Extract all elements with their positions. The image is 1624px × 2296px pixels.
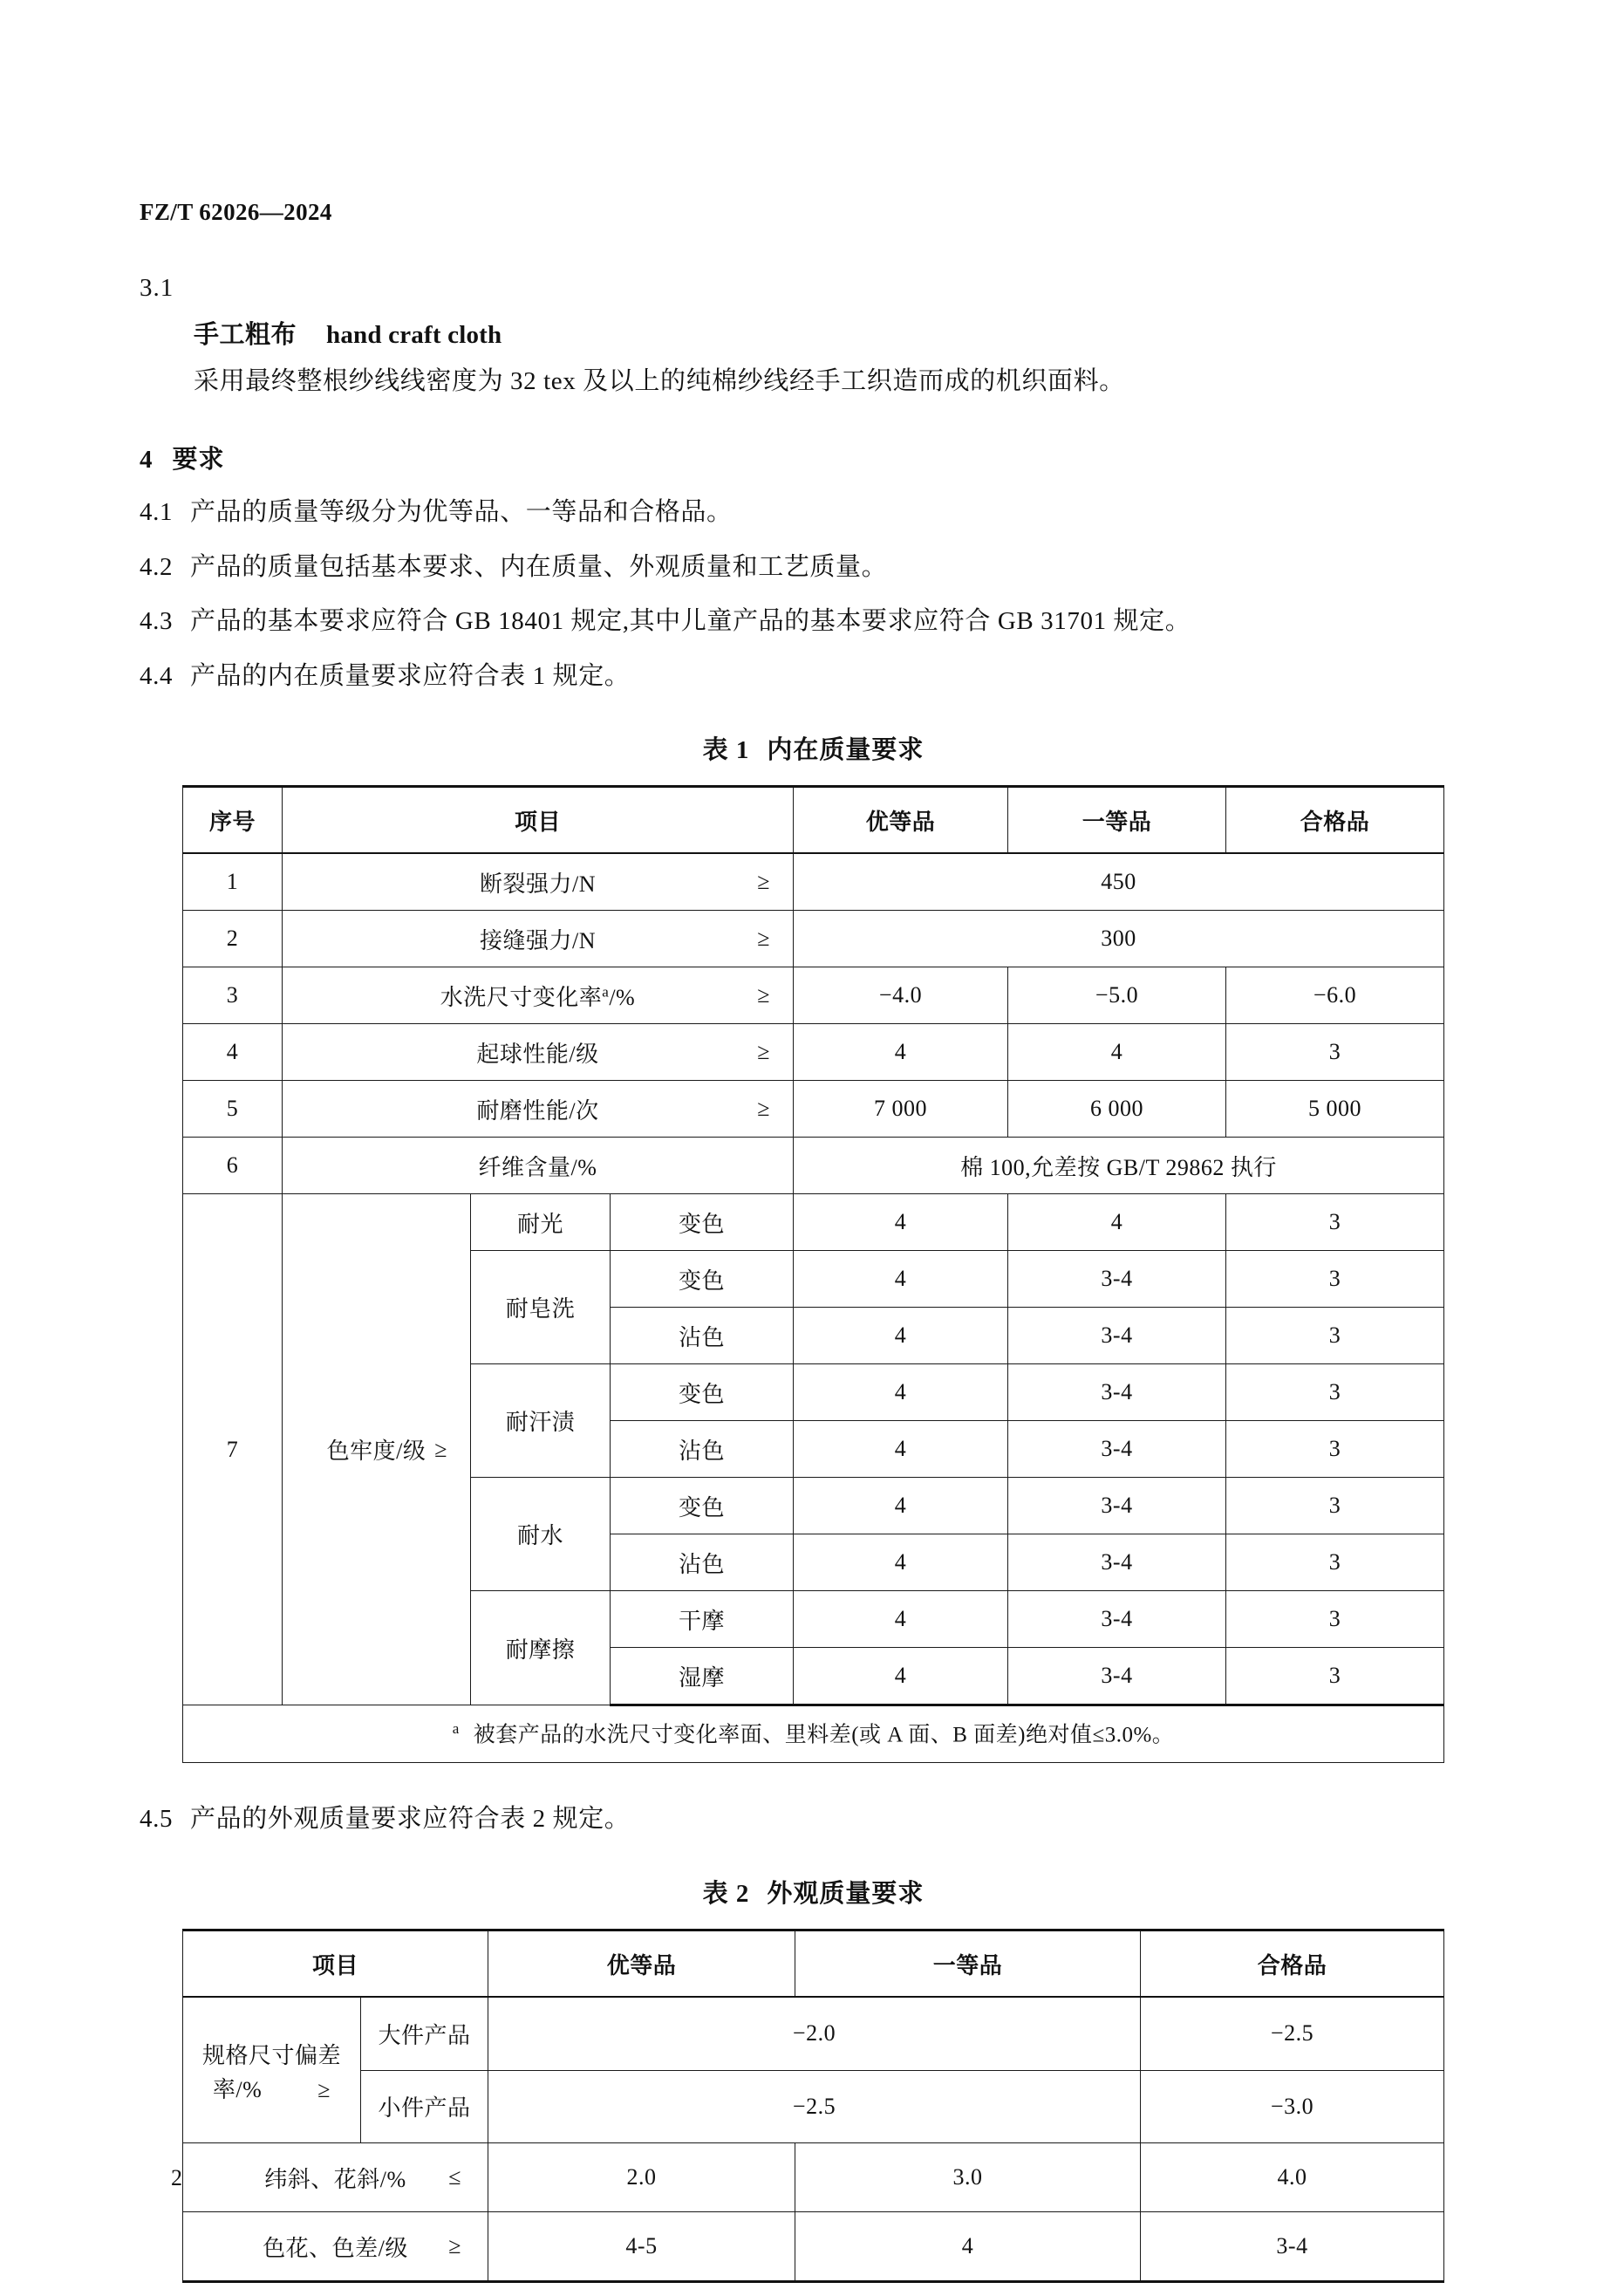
cf-group-perspiration: 耐汗渍 [470,1364,610,1478]
clause-4-4 [140,659,1487,694]
row3-footnote-mark: a [602,983,610,1001]
row1-item [282,853,793,911]
cf-water-stain-v1: 4 [794,1534,1008,1591]
row1-item-text: 断裂强力/N [479,871,596,897]
row6-item [282,1138,793,1194]
t2-large-value-qualified: −2.5 [1141,1997,1444,2070]
t2-item-color-text: 色花、色差/级 [263,2235,408,2261]
t2-item-skew-text: 纬斜、花斜/% [264,2166,406,2192]
cf-rub-wet-v3: 3 [1226,1648,1444,1705]
table2-caption-label: 表 2 [702,1880,750,1909]
cf-sub-rub-dry: 干摩 [610,1591,793,1648]
row7-item [282,1194,470,1705]
table2-appearance-quality [182,1929,1444,2283]
term-entry [140,315,1487,351]
t2-size-ge-symbol: ≥ [317,2077,331,2103]
clause-4-5-number: 4.5 [140,1805,174,1834]
clause-4-2-number: 4.2 [140,552,174,581]
t2-th-excellent: 优等品 [488,1930,795,1998]
table1-footnote-row [182,1705,1443,1763]
table1-inner-quality [182,785,1444,1763]
row5-seq: 5 [182,1081,282,1138]
section-number: 4 [140,446,154,475]
cf-persp-change-v1: 4 [794,1364,1008,1421]
table1-row-4 [182,1024,1443,1081]
term-definition: 采用最终整根纱线线密度为 32 tex 及以上的纯棉纱线经手工织造而成的机织面料。 [194,367,1125,395]
cf-sub-persp-change: 变色 [610,1364,793,1421]
th-qualified: 合格品 [1226,787,1444,854]
cf-water-change-v3: 3 [1226,1478,1444,1534]
cf-soaping-stain-v3: 3 [1226,1308,1444,1364]
table1-header-row [182,787,1443,854]
row4-seq: 4 [182,1024,282,1081]
row4-value-first: 4 [1008,1024,1226,1081]
row6-item-text: 纤维含量/% [478,1154,597,1180]
cf-soaping-change-v2: 3-4 [1008,1251,1226,1308]
clause-4-4-number: 4.4 [140,661,174,690]
term-english: hand craft cloth [326,321,502,349]
table1-caption-label: 表 1 [702,736,750,765]
running-head: FZ/T 62026—2024 [140,199,332,225]
row4-item [282,1024,793,1081]
clause-4-2-text: 产品的质量包括基本要求、内在质量、外观质量和工艺质量。 [190,552,888,581]
term-chinese: 手工粗布 [194,321,297,349]
clause-4-1-text: 产品的质量等级分为优等品、一等品和合格品。 [190,498,733,527]
table1-caption-title: 内在质量要求 [767,736,925,765]
row3-value-first: −5.0 [1008,967,1226,1024]
table2-row-skew [182,2143,1443,2212]
row6-value: 棉 100,允差按 GB/T 29862 执行 [794,1138,1444,1194]
table1-footnote [182,1705,1443,1763]
section-heading-4 [140,440,1487,475]
cf-soaping-change-v1: 4 [794,1251,1008,1308]
page-number: 2 [171,2165,182,2190]
table1-row-6 [182,1138,1443,1194]
cf-light-change-v2: 4 [1008,1194,1226,1251]
row2-value: 300 [794,911,1444,967]
row5-item [282,1081,793,1138]
row5-item-text: 耐磨性能/次 [476,1097,599,1124]
cf-rub-dry-v1: 4 [794,1591,1008,1648]
cf-sub-water-change: 变色 [610,1478,793,1534]
table1-caption [140,730,1487,766]
t2-sub-small: 小件产品 [360,2070,488,2143]
section-title: 要求 [172,446,225,475]
cf-rub-dry-v2: 3-4 [1008,1591,1226,1648]
cf-water-stain-v2: 3-4 [1008,1534,1226,1591]
row4-item-text: 起球性能/级 [476,1041,599,1067]
table1-row-7-cf-1 [182,1194,1443,1251]
row7-ge-symbol: ≥ [434,1436,447,1462]
cf-group-soaping: 耐皂洗 [470,1251,610,1364]
table2-row-size-small [182,2070,1443,2143]
t2-color-ge-symbol: ≥ [448,2233,461,2259]
row1-ge-symbol: ≥ [757,869,770,895]
table1-footnote-mark: a [452,1720,460,1738]
th-item: 项目 [282,787,793,854]
t2-color-value-qualified: 3-4 [1141,2212,1444,2282]
cf-sub-light-change: 变色 [610,1194,793,1251]
row5-value-excellent: 7 000 [794,1081,1008,1138]
row3-value-qualified: −6.0 [1226,967,1444,1024]
t2-large-merged-value: −2.0 [488,1997,1141,2070]
table2-row-size-large [182,1997,1443,2070]
table2-row-color [182,2212,1443,2282]
t2-skew-le-symbol: ≤ [448,2164,461,2190]
t2-skew-value-excellent: 2.0 [488,2143,795,2212]
cf-rub-wet-v1: 4 [794,1648,1008,1705]
row2-item-text: 接缝强力/N [479,927,596,953]
row3-item-text: 水洗尺寸变化率 [440,984,603,1010]
table2-caption-title: 外观质量要求 [767,1880,925,1909]
t2-item-skew [182,2143,488,2212]
cf-light-change-v3: 3 [1226,1194,1444,1251]
table1-row-2 [182,911,1443,967]
cf-group-light: 耐光 [470,1194,610,1251]
row3-item-unit: /% [609,984,636,1010]
clause-4-1-number: 4.1 [140,498,174,527]
t2-size-label-line1: 规格尺寸偏差 [201,2043,341,2069]
cf-persp-stain-v2: 3-4 [1008,1421,1226,1478]
t2-item-color [182,2212,488,2282]
row2-item [282,911,793,967]
row2-seq: 2 [182,911,282,967]
table2-header-row [182,1930,1443,1998]
row5-value-qualified: 5 000 [1226,1081,1444,1138]
clause-4-1 [140,495,1487,530]
cf-water-change-v1: 4 [794,1478,1008,1534]
row1-value: 450 [794,853,1444,911]
cf-group-water: 耐水 [470,1478,610,1591]
th-first: 一等品 [1008,787,1226,854]
row7-item-text: 色牢度/级 [326,1438,426,1465]
cf-sub-water-stain: 沾色 [610,1534,793,1591]
t2-skew-value-qualified: 4.0 [1141,2143,1444,2212]
row5-value-first: 6 000 [1008,1081,1226,1138]
row3-item [282,967,793,1024]
table1-row-3 [182,967,1443,1024]
t2-color-value-excellent: 4-5 [488,2212,795,2282]
t2-size-label-line2 [183,2073,360,2107]
row6-seq: 6 [182,1138,282,1194]
cf-sub-rub-wet: 湿摩 [610,1648,793,1705]
cf-soaping-change-v3: 3 [1226,1251,1444,1308]
table1-footnote-text: 被套产品的水洗尺寸变化率面、里料差(或 A 面、B 面差)绝对值≤3.0%。 [473,1723,1175,1747]
row4-ge-symbol: ≥ [757,1039,770,1065]
cf-sub-persp-stain: 沾色 [610,1421,793,1478]
row4-value-qualified: 3 [1226,1024,1444,1081]
clause-4-2 [140,550,1487,585]
t2-size-label-unit: 率/% [212,2077,263,2103]
t2-color-value-first: 4 [795,2212,1141,2282]
row1-seq: 1 [182,853,282,911]
cf-water-change-v2: 3-4 [1008,1478,1226,1534]
cf-group-rubbing: 耐摩擦 [470,1591,610,1705]
t2-size-deviation-label [182,1997,360,2143]
row4-value-excellent: 4 [794,1024,1008,1081]
cf-soaping-stain-v2: 3-4 [1008,1308,1226,1364]
document-body [140,262,1487,2283]
cf-persp-stain-v3: 3 [1226,1421,1444,1478]
clause-4-5 [140,1801,1487,1837]
cf-soaping-stain-v1: 4 [794,1308,1008,1364]
clause-4-5-text: 产品的外观质量要求应符合表 2 规定。 [190,1805,631,1834]
t2-th-qualified: 合格品 [1141,1930,1444,1998]
th-excellent: 优等品 [794,787,1008,854]
row2-ge-symbol: ≥ [757,926,770,952]
cf-water-stain-v3: 3 [1226,1534,1444,1591]
clause-4-3-number: 4.3 [140,607,174,636]
row3-value-excellent: −4.0 [794,967,1008,1024]
t2-small-value-qualified: −3.0 [1141,2070,1444,2143]
clause-number-3-1: 3.1 [140,274,174,302]
table1-row-5 [182,1081,1443,1138]
cf-sub-soaping-change: 变色 [610,1251,793,1308]
cf-rub-dry-v3: 3 [1226,1591,1444,1648]
t2-small-merged-value: −2.5 [488,2070,1141,2143]
row5-ge-symbol: ≥ [757,1096,770,1122]
row3-seq: 3 [182,967,282,1024]
t2-th-item: 项目 [182,1930,488,1998]
clause-4-3-text: 产品的基本要求应符合 GB 18401 规定,其中儿童产品的基本要求应符合 GB 31701 规定。 [190,607,1191,636]
t2-skew-value-first: 3.0 [795,2143,1141,2212]
t2-th-first: 一等品 [795,1930,1141,1998]
table2-caption [140,1874,1487,1910]
th-seq: 序号 [182,787,282,854]
t2-sub-large: 大件产品 [360,1997,488,2070]
cf-rub-wet-v2: 3-4 [1008,1648,1226,1705]
table1-row-1 [182,853,1443,911]
cf-light-change-v1: 4 [794,1194,1008,1251]
clause-4-3 [140,604,1487,639]
cf-persp-change-v2: 3-4 [1008,1364,1226,1421]
row3-ge-symbol: ≥ [757,982,770,1008]
cf-sub-soaping-stain: 沾色 [610,1308,793,1364]
cf-persp-stain-v1: 4 [794,1421,1008,1478]
row7-seq: 7 [182,1194,282,1705]
clause-4-4-text: 产品的内在质量要求应符合表 1 规定。 [190,661,631,690]
cf-persp-change-v3: 3 [1226,1364,1444,1421]
